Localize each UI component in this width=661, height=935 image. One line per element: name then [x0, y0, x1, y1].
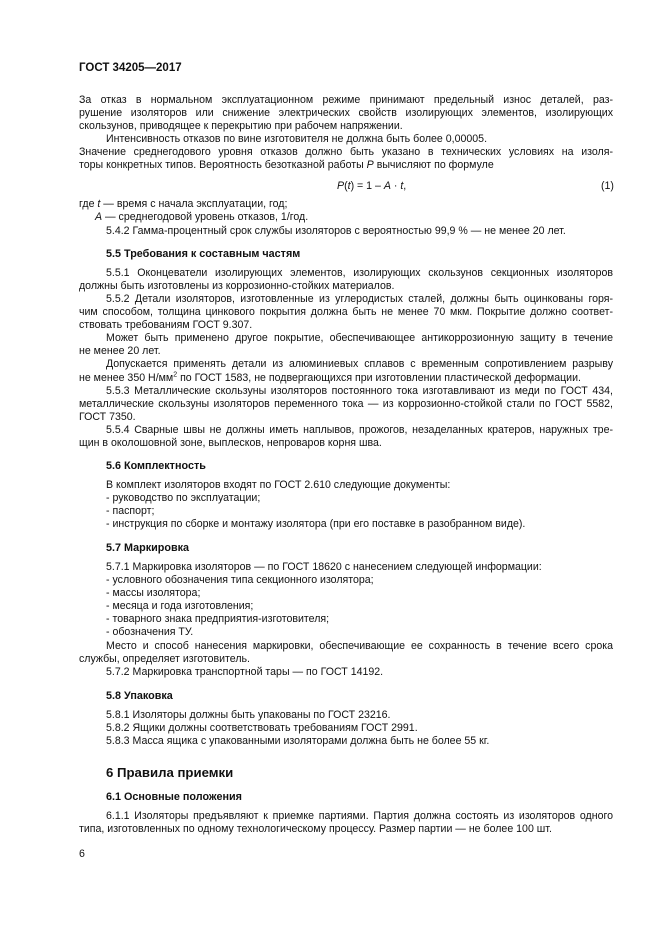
formula-part: (: [344, 180, 348, 192]
text-fragment: не менее 350 Н/мм: [79, 372, 174, 384]
text-line: щин в околошовной зоне, выплесков, непроваров корня шва.: [79, 437, 382, 449]
section-heading-5-6: 5.6 Комплектность: [106, 460, 206, 472]
list-item: - условного обозначения типа секционного изолятора;: [106, 574, 374, 586]
text-line: ГОСТ 7350.: [79, 411, 136, 423]
superscript: 2: [173, 371, 178, 379]
text-line: Может быть применено другое покрытие, обеспечивающее антикоррозионную защиту в течение: [106, 332, 613, 344]
paragraph-5-4-2: 5.4.2 Гамма-процентный срок службы изоляторов с вероятностью 99,9 % — не менее 20 лет.: [106, 225, 566, 237]
text-line: [79, 372, 581, 385]
text-line: 5.7.2 Маркировка транспортной тары — по ГОСТ 14192.: [106, 666, 384, 678]
where-line: [79, 198, 287, 211]
variable-a: A: [95, 211, 103, 223]
text-line: рушение изоляторов или снижение электрических свойств изолирующих элементов, изолирующих: [79, 107, 613, 119]
where-desc: — среднегодовой уровень отказов, 1/год.: [102, 211, 309, 223]
list-item: - паспорт;: [106, 505, 155, 517]
text-line: службы, определяет изготовитель.: [79, 653, 250, 665]
formula-t: t: [400, 180, 404, 192]
text-line: Допускается применять детали из алюминиевых сплавов с временным сопротивлением разрыву: [106, 358, 613, 370]
formula-a: A: [383, 180, 391, 192]
text-line: скользунов, приводящее к перекрытию при рабочем напряжении.: [79, 120, 403, 132]
text-fragment: вычисляют по формуле: [373, 159, 494, 171]
formula-part: ) = 1 –: [350, 180, 384, 192]
text-line: 5.5.3 Металлические скользуны изоляторов постоянного тока изготавливают из меди по ГОСТ 434,: [106, 385, 613, 397]
list-item: - месяца и года изготовления;: [106, 600, 254, 612]
text-line: [79, 159, 494, 172]
chapter-heading-6: 6 Правила приемки: [106, 765, 234, 780]
text-line: 5.7.1 Маркировка изоляторов — по ГОСТ 18620 с нанесением следующей информации:: [106, 561, 542, 573]
formula: [337, 180, 406, 192]
text-line: типа, изготовленных по одному технологическому процессу. Размер партии — не более 100 шт.: [79, 823, 552, 835]
text-line: Интенсивность отказов по вине изготовителя не должна быть более 0,00005.: [106, 133, 488, 145]
where-line: [95, 211, 308, 224]
section-heading-6-1: 6.1 Основные положения: [106, 791, 242, 803]
text-line: В комплект изоляторов входят по ГОСТ 2.610 следующие документы:: [106, 479, 451, 491]
equation-number: (1): [601, 180, 614, 192]
text-line: чим способом, толщина цинкового покрытия должна быть не менее 70 мкм. Покрытие должно соответ-: [79, 306, 613, 318]
variable-t: t: [97, 198, 101, 210]
list-item: - массы изолятора;: [106, 587, 201, 599]
text-line: металлические скользуны изоляторов переменного тока — из коррозионно-стойкой стали по ГОСТ 5582,: [79, 398, 613, 410]
section-heading-5-7: 5.7 Маркировка: [106, 542, 190, 554]
formula-part: ·: [390, 180, 401, 192]
section-heading-5-8: 5.8 Упаковка: [106, 690, 173, 702]
text-fragment: торы конкретных типов. Вероятность безотказной работы: [79, 159, 367, 171]
formula-part: ,: [403, 180, 407, 192]
text-line: Место и способ нанесения маркировки, обеспечивающие ее сохранность в течение всего срока: [106, 640, 613, 652]
where-desc: — время с начала эксплуатации, год;: [100, 198, 288, 210]
text-line: 5.8.1 Изоляторы должны быть упакованы по ГОСТ 23216.: [106, 709, 391, 721]
formula-t: t: [347, 180, 351, 192]
list-item: - руководство по эксплуатации;: [106, 492, 261, 504]
text-fragment: по ГОСТ 1583, не подвергающихся при изготовлении пластической деформации.: [177, 372, 581, 384]
section-heading-5-5: 5.5 Требования к составным частям: [106, 248, 301, 260]
where-prefix: где: [79, 198, 98, 210]
variable-p: P: [366, 159, 374, 171]
text-line: 5.5.1 Оконцеватели изолирующих элементов, изолирующих скользунов секционных изоляторов: [106, 267, 613, 279]
text-line: должны быть изготовлены из коррозионно-стойких материалов.: [79, 280, 395, 292]
text-line: 5.5.4 Сварные швы не должны иметь наплывов, прожогов, незаделанных кратеров, наружных тре-: [106, 424, 613, 436]
text-line: Значение среднегодового уровня отказов должно быть указано в технических условиях на изоля-: [79, 146, 613, 158]
list-item: - товарного знака предприятия-изготовителя;: [106, 613, 330, 625]
text-line: 6.1.1 Изоляторы предъявляют к приемке партиями. Партия должна состоять из изоляторов одного: [106, 810, 613, 822]
text-line: 5.8.3 Масса ящика с упакованными изоляторами должна быть не более 55 кг.: [106, 735, 490, 747]
list-item: - инструкция по сборке и монтажу изолятора (при его поставке в разобранном виде).: [106, 518, 526, 530]
page-header: ГОСТ 34205—2017: [79, 62, 182, 74]
list-item: - обозначения ТУ.: [106, 626, 194, 638]
text-line: За отказ в нормальном эксплуатационном режиме принимают предельный износ деталей, раз-: [79, 94, 613, 106]
text-line: ствовать требованиям ГОСТ 9.307.: [79, 319, 253, 331]
text-line: 5.8.2 Ящики должны соответствовать требованиям ГОСТ 2991.: [106, 722, 418, 734]
page-number: 6: [79, 848, 85, 860]
text-line: 5.5.2 Детали изоляторов, изготовленные из углеродистых сталей, должны быть оцинкованы горя-: [106, 293, 613, 305]
text-line: не менее 20 лет.: [79, 345, 161, 357]
formula-p: P: [337, 180, 345, 192]
